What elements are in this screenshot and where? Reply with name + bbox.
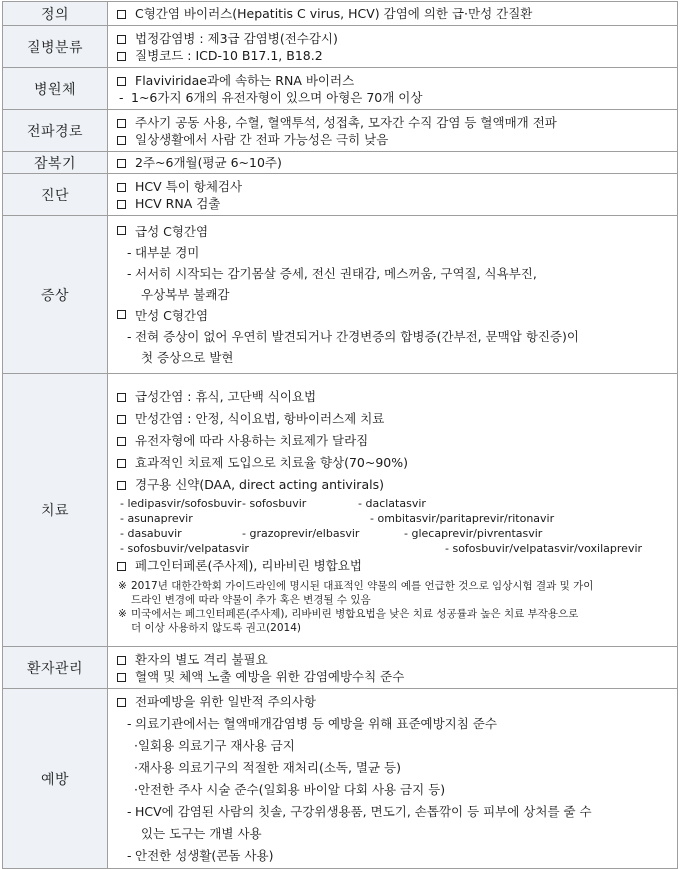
square-bullet-icon [117,459,126,468]
sub-item: - HCV에 감염된 사람의 칫솔, 구강위생용품, 면도기, 손톱깎이 등 피부에 상처를 줄 수 [127,803,592,819]
sub-item: - 의료기관에서는 혈액매개감염병 등 예방을 위해 표준예방지침 준수 [127,715,497,731]
square-bullet-icon [117,200,126,209]
list-item: 질병코드 : ICD-10 B17.1, B18.2 [114,47,667,64]
drug-item: - glecaprevir/pivrentasvir [404,526,543,540]
row-header: 잠복기 [3,152,108,174]
row-classification [3,26,678,68]
square-bullet-icon [117,77,126,86]
sub-sub-item: ·재사용 의료기구의 적절한 재처리(소독, 멸균 등) [134,759,401,775]
list-item: 급성 C형간염 [114,221,667,242]
square-bullet-icon [117,437,126,446]
row-header: 질병분류 [3,26,108,68]
list-item: 급성간염 : 휴식, 고단백 식이요법 [114,386,667,408]
sub-item-continued: 우상복부 불쾌감 [141,287,230,302]
square-bullet-icon [117,310,126,319]
sub-item: - 안전한 성생활(콘돔 사용) [127,847,274,863]
row-diagnosis [3,174,678,216]
list-item: 주사기 공동 사용, 수혈, 혈액투석, 성접촉, 모자간 수직 감염 등 혈액매개 전파 [114,114,667,131]
square-bullet-icon [117,52,126,61]
sub-item: - 서서히 시작되는 감기몸살 증세, 전신 권태감, 메스꺼움, 구역질, 식욕부진, [127,266,537,281]
drug-item: - sofosbuvir/velpatasvir [120,541,249,555]
sub-sub-item: ·일회용 의료기구 재사용 금지 [134,737,295,753]
square-bullet-icon [117,119,126,128]
square-bullet-icon [117,183,126,192]
row-header: 병원체 [3,68,108,110]
list-item: 일상생활에서 사람 간 전파 가능성은 극히 낮음 [114,131,667,148]
list-item: 전파예방을 위한 일반적 주의사항 [114,691,667,713]
drug-list [114,496,667,511]
row-header: 치료 [3,374,108,647]
drug-item: - grazoprevir/elbasvir [242,526,360,540]
list-item: HCV RNA 검출 [114,195,667,212]
row-prevention [3,689,678,869]
footnote: ※ 미국에서는 페그인터페론(주사제), 리바비린 병합요법을 낮은 치료 성공률과 높은 치료 부작용으로 더 이상 사용하지 않도록 권고(2014) [118,607,579,634]
drug-list [114,526,667,541]
square-bullet-icon [117,35,126,44]
list-item: Flaviviridae과에 속하는 RNA 바이러스 [114,72,667,89]
drug-item: - ombitasvir/paritaprevir/ritonavir [370,511,555,525]
row-header: 예방 [3,689,108,869]
list-item: 혈액 및 체액 노출 예방을 위한 감염예방수칙 준수 [114,668,667,685]
square-bullet-icon [117,656,126,665]
square-bullet-icon [117,136,126,145]
row-header: 환자관리 [3,647,108,689]
row-header: 정의 [3,2,108,26]
row-header: 진단 [3,174,108,216]
square-bullet-icon [117,673,126,682]
drug-item: - asunaprevir [120,511,193,525]
row-header: 증상 [3,216,108,374]
sub-item: - 전혀 증상이 없어 우연히 발견되거나 간경변증의 합병증(간부전, 문맥압 항진증)이 [127,329,579,344]
square-bullet-icon [117,562,126,571]
square-bullet-icon [117,393,126,402]
row-pathogen [3,68,678,110]
row-symptoms [3,216,678,374]
row-patient-management [3,647,678,689]
list-item: 페그인터페론(주사제), 리바비린 병합요법 [114,556,667,576]
drug-list [114,511,667,526]
sub-item-continued: 첫 증상으로 발현 [141,350,234,365]
square-bullet-icon [117,10,126,19]
row-treatment [3,374,678,647]
sub-sub-item: ·안전한 주사 시술 준수(일회용 바이알 다회 사용 금지 등) [134,781,446,797]
sub-item-continued: 있는 도구는 개별 사용 [141,825,262,841]
square-bullet-icon [117,226,126,235]
list-item: 환자의 별도 격리 불필요 [114,651,667,668]
row-incubation [3,152,678,174]
sub-item: - 1~6가지 6개의 유전자형이 있으며 아형은 70개 이상 [119,89,423,105]
list-item: 경구용 신약(DAA, direct acting antivirals) [114,474,667,496]
hcv-info-table [2,1,678,869]
square-bullet-icon [117,415,126,424]
drug-item: - dasabuvir [120,526,182,540]
drug-item: - daclatasvir [358,496,426,510]
list-item: 유전자형에 따라 사용하는 치료제가 달라짐 [114,430,667,452]
sub-item: - 대부분 경미 [127,245,200,260]
list-item: 법정감염병 : 제3급 감염병(전수감시) [114,30,667,47]
square-bullet-icon [117,159,126,168]
row-header: 전파경로 [3,110,108,152]
row-transmission [3,110,678,152]
footnote: ※ 2017년 대한간학회 가이드라인에 명시된 대표적인 약물의 예를 언급한 것으로 임상시험 결과 및 가이 드라인 변경에 따라 약물이 추가 혹은 변경될 수 있음 [118,579,594,606]
list-item: C형간염 바이러스(Hepatitis C virus, HCV) 감염에 의한 급·만성 간질환 [114,5,667,22]
drug-item: - sofosbuvir [242,496,307,510]
row-definition [3,2,678,26]
square-bullet-icon [117,481,126,490]
drug-item: - sofosbuvir/velpatasvir/voxilaprevir [445,541,643,555]
square-bullet-icon [117,698,126,707]
list-item: HCV 특이 항체검사 [114,178,667,195]
list-item: 2주~6개월(평균 6~10주) [114,154,667,171]
drug-list [114,541,667,556]
list-item: 만성 C형간염 [114,305,667,326]
list-item: 효과적인 치료제 도입으로 치료율 향상(70~90%) [114,452,667,474]
list-item: 만성간염 : 안정, 식이요법, 항바이러스제 치료 [114,408,667,430]
drug-item: - ledipasvir/sofosbuvir [120,496,242,510]
